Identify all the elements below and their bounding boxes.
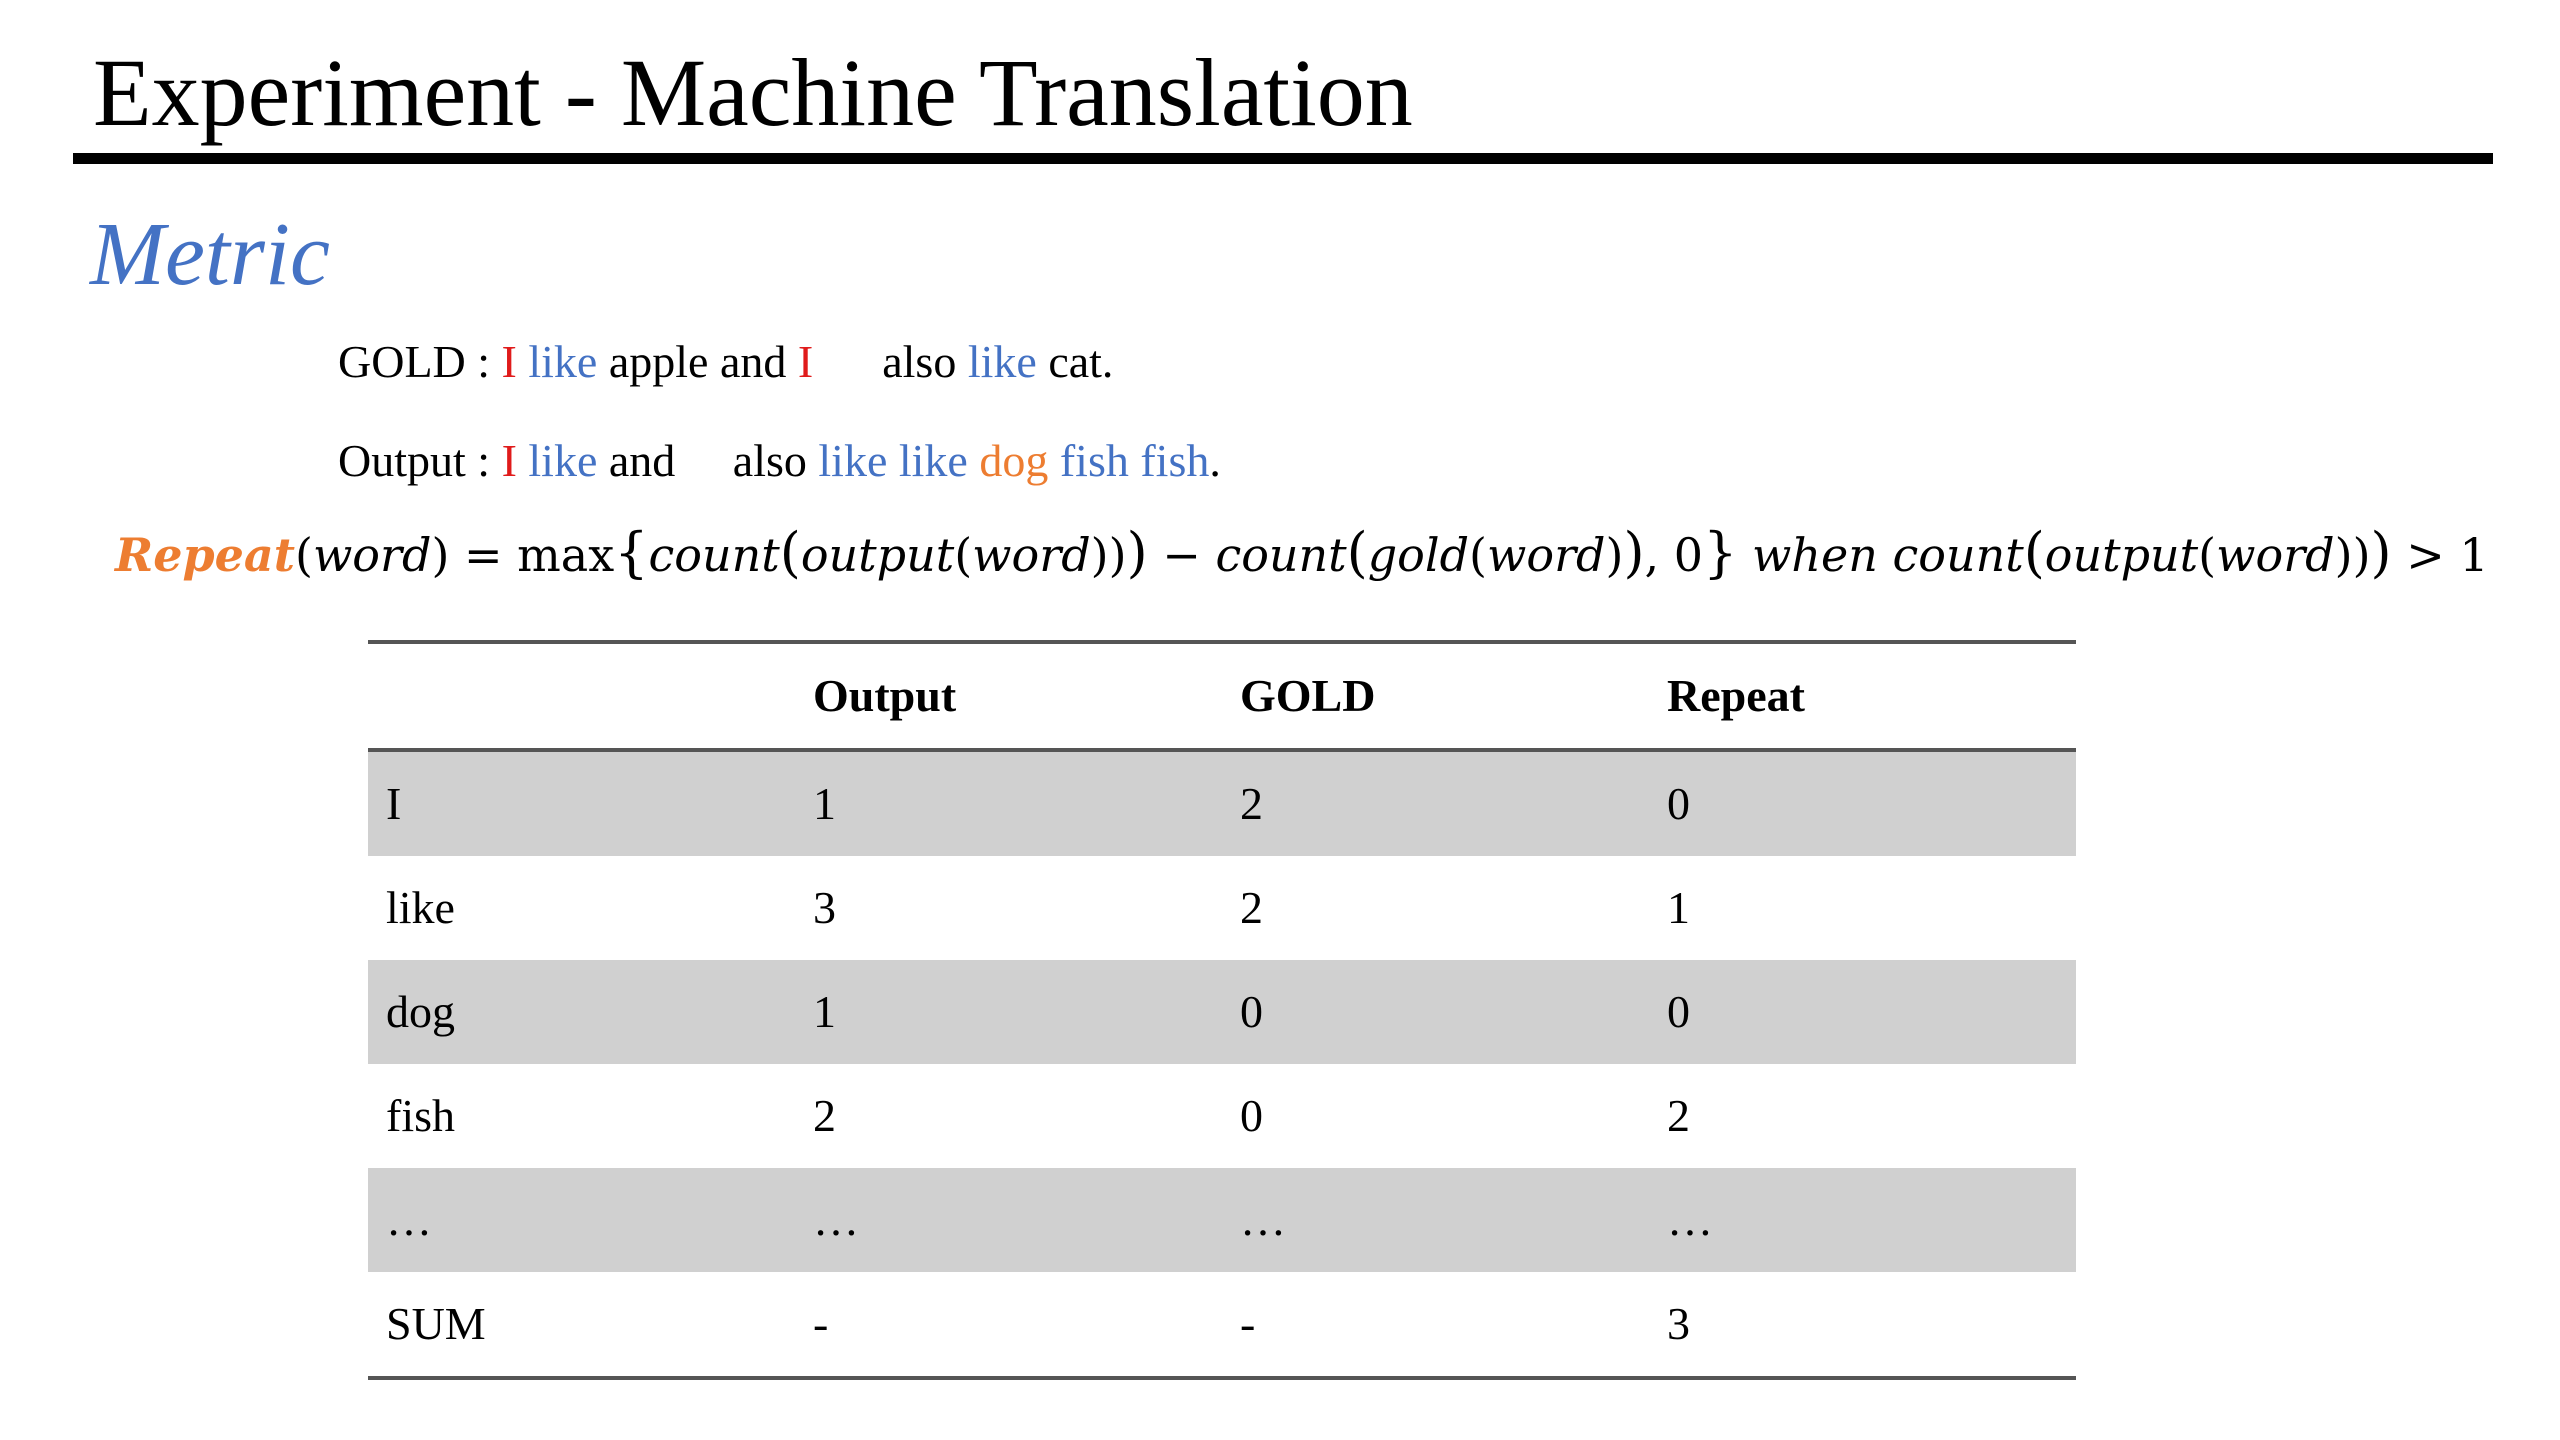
table-row-sum	[368, 1272, 2076, 1376]
table-row	[368, 1168, 2076, 1272]
row-gold: 2	[1240, 882, 1263, 933]
formula-var-word: word	[972, 528, 1091, 582]
gold-sentence	[338, 334, 1113, 390]
output-word-like-like: like like	[818, 435, 968, 486]
formula-big-paren: )	[2370, 521, 2392, 584]
title-underline	[73, 153, 2493, 164]
formula-keyword-repeat: Repeat	[115, 528, 295, 582]
row-output: 2	[813, 1090, 836, 1141]
formula-paren: (	[1469, 528, 1487, 582]
row-output: 1	[813, 778, 836, 829]
gold-word-like-second: like	[967, 336, 1037, 387]
row-output: 1	[813, 986, 836, 1037]
row-word: dog	[386, 986, 455, 1037]
formula-output: output	[800, 528, 955, 582]
formula-brace-open: {	[614, 521, 649, 584]
formula-big-paren: )	[1623, 521, 1645, 584]
row-gold: …	[1240, 1194, 1286, 1245]
gold-word-i-second: I	[797, 336, 814, 387]
row-output: -	[813, 1298, 829, 1349]
formula-gt-one: > 1	[2391, 528, 2489, 582]
row-repeat: 3	[1667, 1298, 1690, 1349]
table-row	[368, 856, 2076, 960]
row-gold: 0	[1240, 1090, 1263, 1141]
table-row	[368, 752, 2076, 856]
formula-count: count	[1892, 528, 2024, 582]
output-sentence	[338, 433, 1221, 489]
output-text-and-also: and also	[597, 435, 819, 486]
formula-big-paren: (	[779, 521, 801, 584]
formula-big-paren: )	[1126, 521, 1148, 584]
output-word-like: like	[528, 435, 598, 486]
row-word: …	[386, 1194, 432, 1245]
repeat-formula	[115, 523, 2489, 585]
formula-brace-close: }	[1703, 521, 1738, 584]
output-word-fish-fish: fish fish	[1059, 435, 1210, 486]
formula-big-paren: (	[1346, 521, 1368, 584]
gold-word-i: I	[501, 336, 517, 387]
formula-zero: , 0	[1644, 528, 1704, 582]
table-bottom-rule	[368, 1376, 2076, 1380]
gold-word-like: like	[528, 336, 598, 387]
gold-text-apple-and: apple and	[597, 336, 798, 387]
row-repeat: 2	[1667, 1090, 1690, 1141]
formula-big-paren: (	[2023, 521, 2045, 584]
formula-var-word: word	[2216, 528, 2335, 582]
row-word: SUM	[386, 1298, 486, 1349]
row-gold: 0	[1240, 986, 1263, 1037]
row-output: …	[813, 1194, 859, 1245]
row-word: like	[386, 882, 455, 933]
header-cell-repeat: Repeat	[1667, 670, 1805, 721]
formula-count: count	[648, 528, 780, 582]
table-header-row	[368, 644, 2076, 748]
formula-minus: −	[1147, 528, 1216, 582]
row-repeat: 0	[1667, 778, 1690, 829]
formula-paren: (	[2198, 528, 2217, 582]
header-cell-output: Output	[813, 670, 957, 721]
output-word-dog: dog	[979, 435, 1049, 486]
formula-output: output	[2044, 528, 2199, 582]
output-label: Output :	[338, 435, 502, 486]
formula-paren: )	[1605, 528, 1624, 582]
output-word-i: I	[501, 435, 517, 486]
row-repeat: 0	[1667, 986, 1690, 1037]
slide-title: Experiment - Machine Translation	[93, 39, 1413, 146]
formula-paren: (	[294, 528, 313, 582]
row-word: fish	[386, 1090, 455, 1141]
formula-var-word: word	[1487, 528, 1606, 582]
formula-when: when	[1737, 528, 1893, 582]
table-row	[368, 960, 2076, 1064]
gold-label: GOLD :	[338, 336, 502, 387]
output-text-period: .	[1209, 435, 1221, 486]
section-heading: Metric	[90, 205, 330, 304]
row-word: I	[386, 778, 402, 829]
formula-paren: ))	[1090, 528, 1127, 582]
gold-text-also: also	[813, 336, 968, 387]
formula-equals-max: ) = max	[431, 528, 615, 582]
formula-gold: gold	[1367, 528, 1470, 582]
row-output: 3	[813, 882, 836, 933]
formula-paren: ))	[2334, 528, 2371, 582]
formula-count: count	[1215, 528, 1347, 582]
header-cell-gold: GOLD	[1240, 670, 1376, 721]
gold-text-cat: cat.	[1036, 336, 1114, 387]
row-gold: -	[1240, 1298, 1256, 1349]
row-gold: 2	[1240, 778, 1263, 829]
formula-paren: (	[954, 528, 973, 582]
row-repeat: 1	[1667, 882, 1690, 933]
repeat-table	[368, 640, 2076, 1380]
table-row	[368, 1064, 2076, 1168]
formula-var-word: word	[312, 528, 432, 582]
row-repeat: …	[1667, 1194, 1713, 1245]
